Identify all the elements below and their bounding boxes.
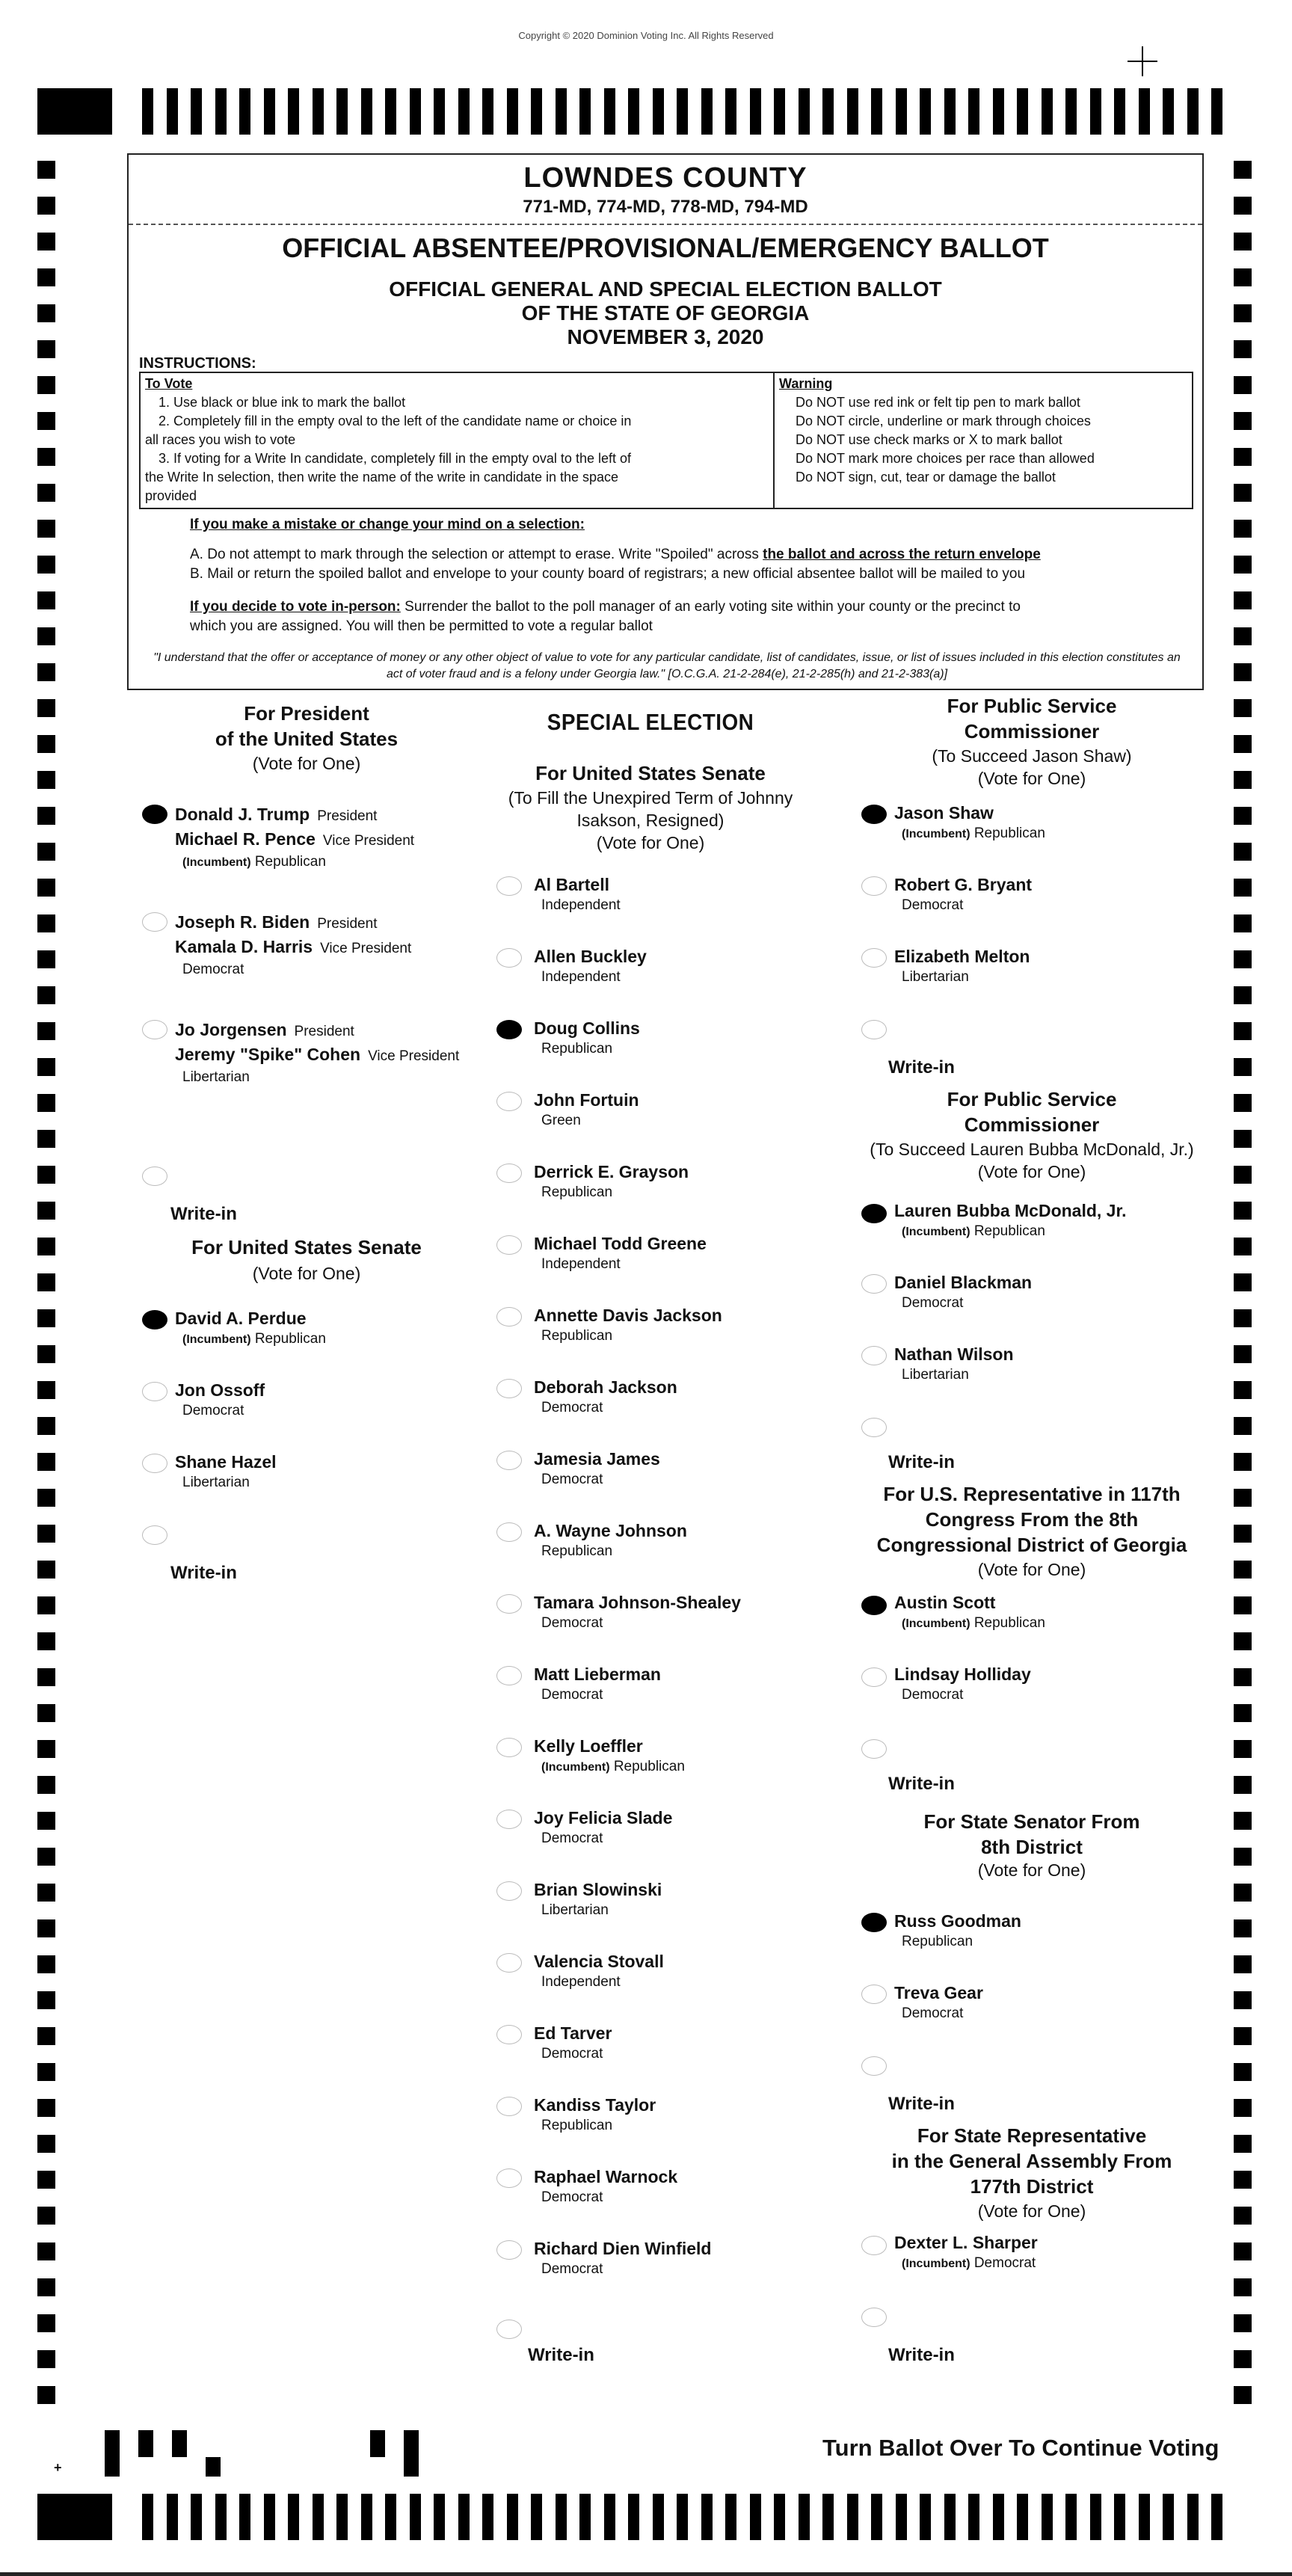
timing-marks-left [37, 161, 55, 2404]
vote-oval-special-candidate[interactable] [496, 2097, 522, 2116]
candidate-name: Michael Todd Greene [534, 1234, 707, 1253]
special-election-header: SPECIAL ELECTION [547, 709, 754, 735]
candidate-name: Kandiss Taylor [534, 2095, 656, 2115]
instructions-box [139, 372, 1193, 509]
race-title-us-rep-line2: Congress From the 8th [925, 1508, 1139, 1531]
write-in-president[interactable]: Write-in [170, 1204, 237, 1224]
vote-oval-special-candidate[interactable] [496, 948, 522, 968]
in-person-instructions-cont: which you are assigned. You will then be permitted to vote a regular ballot [190, 618, 653, 634]
special-candidate [534, 2022, 612, 2064]
candidate-name: Raphael Warnock [534, 2167, 678, 2186]
write-in-state-rep[interactable]: Write-in [888, 2345, 955, 2365]
vote-oval-jorgensen-cohen[interactable] [142, 1020, 167, 1039]
candidate-trump-pence: Donald J. Trump President Michael R. Pence Vice President (Incumbent) Republican [175, 805, 415, 870]
special-candidate [534, 2237, 711, 2279]
vote-for-one: (Vote for One) [977, 1860, 1086, 1880]
vote-oval-special-candidate[interactable] [496, 1594, 522, 1614]
candidate-party: Independent [541, 969, 621, 985]
ballot-id-mark [138, 2430, 153, 2457]
candidate-name: Doug Collins [534, 1018, 640, 1038]
ballot-id-mark [370, 2430, 385, 2457]
special-candidate [534, 2165, 677, 2207]
special-candidate [534, 1519, 687, 1561]
special-candidate [534, 1232, 707, 1274]
ballot-id-mark [404, 2430, 419, 2477]
warning-line: Do NOT use red ink or felt tip pen to mark ballot [796, 395, 1080, 410]
candidate-scott: Austin Scott (Incumbent) Republican [894, 1593, 1045, 1631]
special-candidate [534, 1591, 741, 1633]
warning-line: Do NOT use check marks or X to mark ballot [796, 432, 1062, 447]
special-candidate [534, 1376, 677, 1418]
candidate-sharper: Dexter L. Sharper (Incumbent) Democrat [894, 2233, 1038, 2271]
election-title-line2: OF THE STATE OF GEORGIA [521, 301, 810, 325]
write-in-state-senate[interactable]: Write-in [888, 2094, 955, 2114]
warning-line: Do NOT circle, underline or mark through choices [796, 414, 1091, 428]
ballot-id-mark [206, 2457, 221, 2477]
warning-line: Do NOT mark more choices per race than allowed [796, 451, 1095, 466]
timing-marks-top [37, 88, 1256, 135]
vote-for-one: (Vote for One) [977, 1560, 1086, 1579]
ballot-header [127, 153, 1204, 690]
candidate-party: Democrat [541, 2261, 603, 2277]
candidate-name: Tamara Johnson-Shealey [534, 1593, 741, 1612]
candidate-name: Matt Lieberman [534, 1664, 661, 1684]
timing-marks-right [1234, 161, 1252, 2404]
race-title-state-senate: For State Senator From [923, 1810, 1140, 1833]
candidate-name: Kelly Loeffler [534, 1736, 643, 1756]
candidate-party: Independent [541, 1256, 621, 1272]
race-title-special-senate: For United States Senate [535, 762, 766, 784]
special-candidate [534, 1663, 661, 1705]
election-title-line1: OFFICIAL GENERAL AND SPECIAL ELECTION BALLOT [389, 277, 942, 301]
psc-shaw-sub: (To Succeed Jason Shaw) [932, 746, 1132, 766]
special-candidate [534, 1807, 672, 1848]
vote-oval-scott[interactable] [861, 1596, 887, 1615]
candidate-party: Independent [541, 1974, 621, 1990]
special-candidate [534, 1448, 660, 1490]
vote-oval-mcdonald[interactable] [861, 1204, 887, 1223]
candidate-party: Republican [541, 1041, 613, 1057]
vote-oval-special-candidate[interactable] [496, 1020, 522, 1039]
vote-oval-special-candidate[interactable] [496, 2025, 522, 2044]
in-person-heading: If you decide to vote in-person: [190, 599, 401, 615]
special-senate-sub2: Isakson, Resigned) [576, 811, 725, 830]
race-title-president-line2: of the United States [215, 728, 399, 750]
to-vote-line: the Write In selection, then write the name of the write in candidate in the space [145, 470, 619, 485]
vote-oval-special-candidate[interactable] [496, 1092, 522, 1111]
warning-column [775, 373, 1193, 508]
vote-oval-trump-pence[interactable] [142, 805, 167, 824]
vote-oval-holliday[interactable] [861, 1667, 887, 1687]
vote-for-one: (Vote for One) [977, 769, 1086, 788]
special-candidate [534, 2094, 656, 2136]
vote-oval-hazel[interactable] [142, 1454, 167, 1473]
candidate-party: Republican [541, 1328, 613, 1344]
page-bottom-edge [0, 2572, 1292, 2576]
special-senate-sub1: (To Fill the Unexpired Term of Johnny [508, 788, 793, 808]
race-title-state-rep-line2: in the General Assembly From [891, 2150, 1172, 2172]
candidate-name: Richard Dien Winfield [534, 2239, 712, 2258]
candidate-name: Deborah Jackson [534, 1377, 677, 1397]
special-candidate [534, 1878, 662, 1920]
candidate-party: Democrat [541, 2046, 603, 2062]
candidate-holliday: Lindsay Holliday Democrat [894, 1664, 1031, 1703]
to-vote-line: all races you wish to vote [145, 432, 296, 447]
county-name: LOWNDES COUNTY [523, 162, 808, 194]
candidate-name: Annette Davis Jackson [534, 1306, 722, 1325]
special-candidate [534, 1161, 689, 1202]
write-in-psc-mcdonald[interactable]: Write-in [888, 1452, 955, 1472]
vote-oval-senate-write-in[interactable] [142, 1525, 167, 1545]
vote-oval-special-candidate[interactable] [496, 1451, 522, 1470]
candidate-name: Ed Tarver [534, 2023, 612, 2043]
candidate-name: Valencia Stovall [534, 1952, 664, 1971]
vote-oval-special-candidate[interactable] [496, 1163, 522, 1183]
to-vote-line: 3. If voting for a Write In candidate, completely fill in the empty oval to the left of [159, 451, 631, 466]
candidate-party: Democrat [541, 1400, 603, 1415]
race-title-senate: For United States Senate [191, 1236, 422, 1258]
candidate-name: Al Bartell [534, 875, 609, 894]
warning-line: Do NOT sign, cut, tear or damage the ballot [796, 470, 1056, 485]
candidate-party: Democrat [541, 1472, 603, 1487]
vote-oval-special-candidate[interactable] [496, 1379, 522, 1398]
candidate-name: Derrick E. Grayson [534, 1162, 689, 1181]
candidate-bryant: Robert G. Bryant Democrat [894, 875, 1033, 913]
candidate-biden-harris: Joseph R. Biden President Kamala D. Harris Vice President Democrat [175, 912, 412, 977]
registration-crosshair [1128, 46, 1157, 76]
vote-oval-blackman[interactable] [861, 1274, 887, 1294]
vote-oval-gear[interactable] [861, 1985, 887, 2004]
candidate-party: Republican [541, 1543, 613, 1559]
candidate-goodman: Russ Goodman Republican [894, 1911, 1021, 1949]
write-in-special-senate[interactable]: Write-in [528, 2345, 594, 2365]
candidate-perdue: David A. Perdue (Incumbent) Republican [175, 1309, 326, 1347]
race-title-state-rep: For State Representative [917, 2124, 1147, 2147]
vote-oval-melton[interactable] [861, 948, 887, 968]
psc-mcdonald-sub: (To Succeed Lauren Bubba McDonald, Jr.) [870, 1140, 1194, 1159]
write-in-psc-shaw[interactable]: Write-in [888, 1057, 955, 1078]
vote-oval-ossoff[interactable] [142, 1382, 167, 1401]
vote-oval-president-write-in[interactable] [142, 1166, 167, 1186]
write-in-us-rep[interactable]: Write-in [888, 1774, 955, 1794]
vote-oval-special-candidate[interactable] [496, 1307, 522, 1327]
timing-marks-bottom [37, 2494, 1256, 2540]
candidate-ossoff: Jon Ossoff Democrat [175, 1380, 265, 1418]
vote-oval-goodman[interactable] [861, 1913, 887, 1932]
copyright-notice: Copyright © 2020 Dominion Voting Inc. All Rights Reserved [518, 30, 774, 41]
mistake-step-a: A. Do not attempt to mark through the selection or attempt to erase. Write "Spoiled" across the ballot and across the return envelope [190, 547, 1041, 562]
candidate-name: Brian Slowinski [534, 1880, 662, 1899]
header-divider [129, 224, 1202, 225]
vote-oval-special-candidate[interactable] [496, 1666, 522, 1685]
vote-oval-wilson[interactable] [861, 1346, 887, 1365]
candidate-party: Democrat [541, 1687, 603, 1703]
to-vote-line: 1. Use black or blue ink to mark the ballot [159, 395, 406, 410]
race-title-us-rep-line3: Congressional District of Georgia [876, 1534, 1187, 1556]
write-in-senate[interactable]: Write-in [170, 1563, 237, 1583]
race-title-psc-mcdonald: For Public Service [947, 1088, 1117, 1110]
vote-oval-special-candidate[interactable] [496, 1881, 522, 1901]
vote-oval-psc-mcdonald-write-in[interactable] [861, 1418, 887, 1437]
vote-oval-psc-shaw-write-in[interactable] [861, 1020, 887, 1039]
to-vote-line: 2. Completely fill in the empty oval to the left of the candidate name or choice in [159, 414, 632, 428]
candidate-name: Joy Felicia Slade [534, 1808, 673, 1828]
candidate-name: Allen Buckley [534, 947, 647, 966]
candidate-party: Democrat [541, 2189, 603, 2205]
turn-over-notice: Turn Ballot Over To Continue Voting [822, 2435, 1219, 2461]
vote-oval-special-candidate[interactable] [496, 1522, 522, 1542]
vote-oval-sharper[interactable] [861, 2236, 887, 2255]
candidate-party: Libertarian [541, 1902, 609, 1918]
candidate-mcdonald: Lauren Bubba McDonald, Jr. (Incumbent) Republican [894, 1201, 1127, 1239]
warning-heading: Warning [779, 376, 833, 391]
precinct-list: 771-MD, 774-MD, 778-MD, 794-MD [523, 197, 808, 217]
race-title-us-rep: For U.S. Representative in 117th [883, 1483, 1181, 1505]
vote-oval-bryant[interactable] [861, 876, 887, 896]
vote-oval-special-candidate[interactable] [496, 2240, 522, 2260]
vote-oval-special-candidate[interactable] [496, 1810, 522, 1829]
vote-for-one: (Vote for One) [977, 2201, 1086, 2221]
plus-registration-mark: + [54, 2460, 62, 2475]
vote-for-one: (Vote for One) [252, 754, 361, 773]
special-candidate [534, 1735, 685, 1777]
vote-oval-special-candidate[interactable] [496, 2168, 522, 2188]
candidate-party: Republican [541, 2118, 613, 2133]
vote-oval-special-candidate[interactable] [496, 1235, 522, 1255]
candidate-party: Democrat [541, 1615, 603, 1631]
vote-for-one: (Vote for One) [596, 833, 705, 852]
in-person-instructions: If you decide to vote in-person: Surrender the ballot to the poll manager of an early voting site within your county or the precinct to [190, 599, 1021, 615]
race-title-state-senate-line2: 8th District [981, 1836, 1083, 1858]
instructions-label: INSTRUCTIONS: [139, 355, 256, 372]
candidate-gear: Treva Gear Democrat [894, 1983, 983, 2021]
vote-oval-us-rep-write-in[interactable] [861, 1739, 887, 1759]
mistake-step-b: B. Mail or return the spoiled ballot and envelope to your county board of registrars; a new official absentee ballot will be mailed to you [190, 566, 1026, 582]
candidate-melton: Elizabeth Melton Libertarian [894, 947, 1030, 985]
candidate-hazel: Shane Hazel Libertarian [175, 1452, 277, 1490]
to-vote-heading: To Vote [145, 376, 193, 391]
special-candidate [534, 1017, 640, 1059]
candidate-name: Jamesia James [534, 1449, 660, 1469]
race-title-psc-shaw: For Public Service [947, 695, 1117, 717]
vote-oval-state-senate-write-in[interactable] [861, 2056, 887, 2076]
special-candidate [534, 1089, 639, 1131]
to-vote-column [141, 373, 775, 508]
vote-oval-shaw[interactable] [861, 805, 887, 824]
vote-oval-special-candidate[interactable] [496, 1953, 522, 1973]
candidate-shaw: Jason Shaw (Incumbent) Republican [894, 803, 1045, 841]
to-vote-line: provided [145, 488, 197, 503]
race-title-psc-mcdonald-line2: Commissioner [964, 1113, 1100, 1136]
vote-oval-state-rep-write-in[interactable] [861, 2308, 887, 2327]
vote-for-one: (Vote for One) [977, 1162, 1086, 1181]
election-date: NOVEMBER 3, 2020 [567, 325, 764, 348]
race-title-president: For President [244, 702, 369, 725]
vote-oval-special-candidate[interactable] [496, 876, 522, 896]
special-candidate [534, 1950, 664, 1992]
special-candidate [534, 873, 621, 915]
vote-oval-special-candidate[interactable] [496, 1738, 522, 1757]
vote-for-one: (Vote for One) [252, 1264, 361, 1283]
candidate-party: (Incumbent) Republican [541, 1759, 685, 1774]
special-candidate [534, 1304, 722, 1346]
race-title-state-rep-line3: 177th District [970, 2175, 1094, 2198]
candidate-name: A. Wayne Johnson [534, 1521, 687, 1540]
candidate-wilson: Nathan Wilson Libertarian [894, 1344, 1014, 1383]
fraud-affirmation: "I understand that the offer or acceptance of money or any other object of value to vote for any particular candidate, list of candidates, issue, or list of issues included in this election constitutes an act of voter fraud and is a felony under Georgia law." [O.C.G.A. 21-2-284(e), 21-2-285(h) and 21-2-383(a)] [153, 651, 1181, 680]
candidate-jorgensen-cohen: Jo Jorgensen President Jeremy "Spike" Cohen Vice President Libertarian [175, 1020, 460, 1085]
mistake-heading: If you make a mistake or change your mind on a selection: [190, 517, 585, 532]
candidate-party: Republican [541, 1184, 613, 1200]
ballot-id-mark [105, 2430, 120, 2477]
ballot-type: OFFICIAL ABSENTEE/PROVISIONAL/EMERGENCY BALLOT [282, 233, 1049, 263]
step-a-emphasis: the ballot and across the return envelope [763, 547, 1041, 562]
candidate-party: Green [541, 1113, 581, 1128]
vote-oval-biden-harris[interactable] [142, 912, 167, 932]
vote-oval-special-write-in[interactable] [496, 2320, 522, 2339]
candidate-party: Democrat [541, 1830, 603, 1846]
candidate-blackman: Daniel Blackman Democrat [894, 1273, 1033, 1311]
candidate-name: John Fortuin [534, 1090, 639, 1110]
candidate-party: Independent [541, 897, 621, 913]
special-candidate [534, 945, 647, 987]
race-title-psc-shaw-line2: Commissioner [964, 720, 1100, 743]
ballot-id-mark [172, 2430, 187, 2457]
vote-oval-perdue[interactable] [142, 1310, 167, 1330]
